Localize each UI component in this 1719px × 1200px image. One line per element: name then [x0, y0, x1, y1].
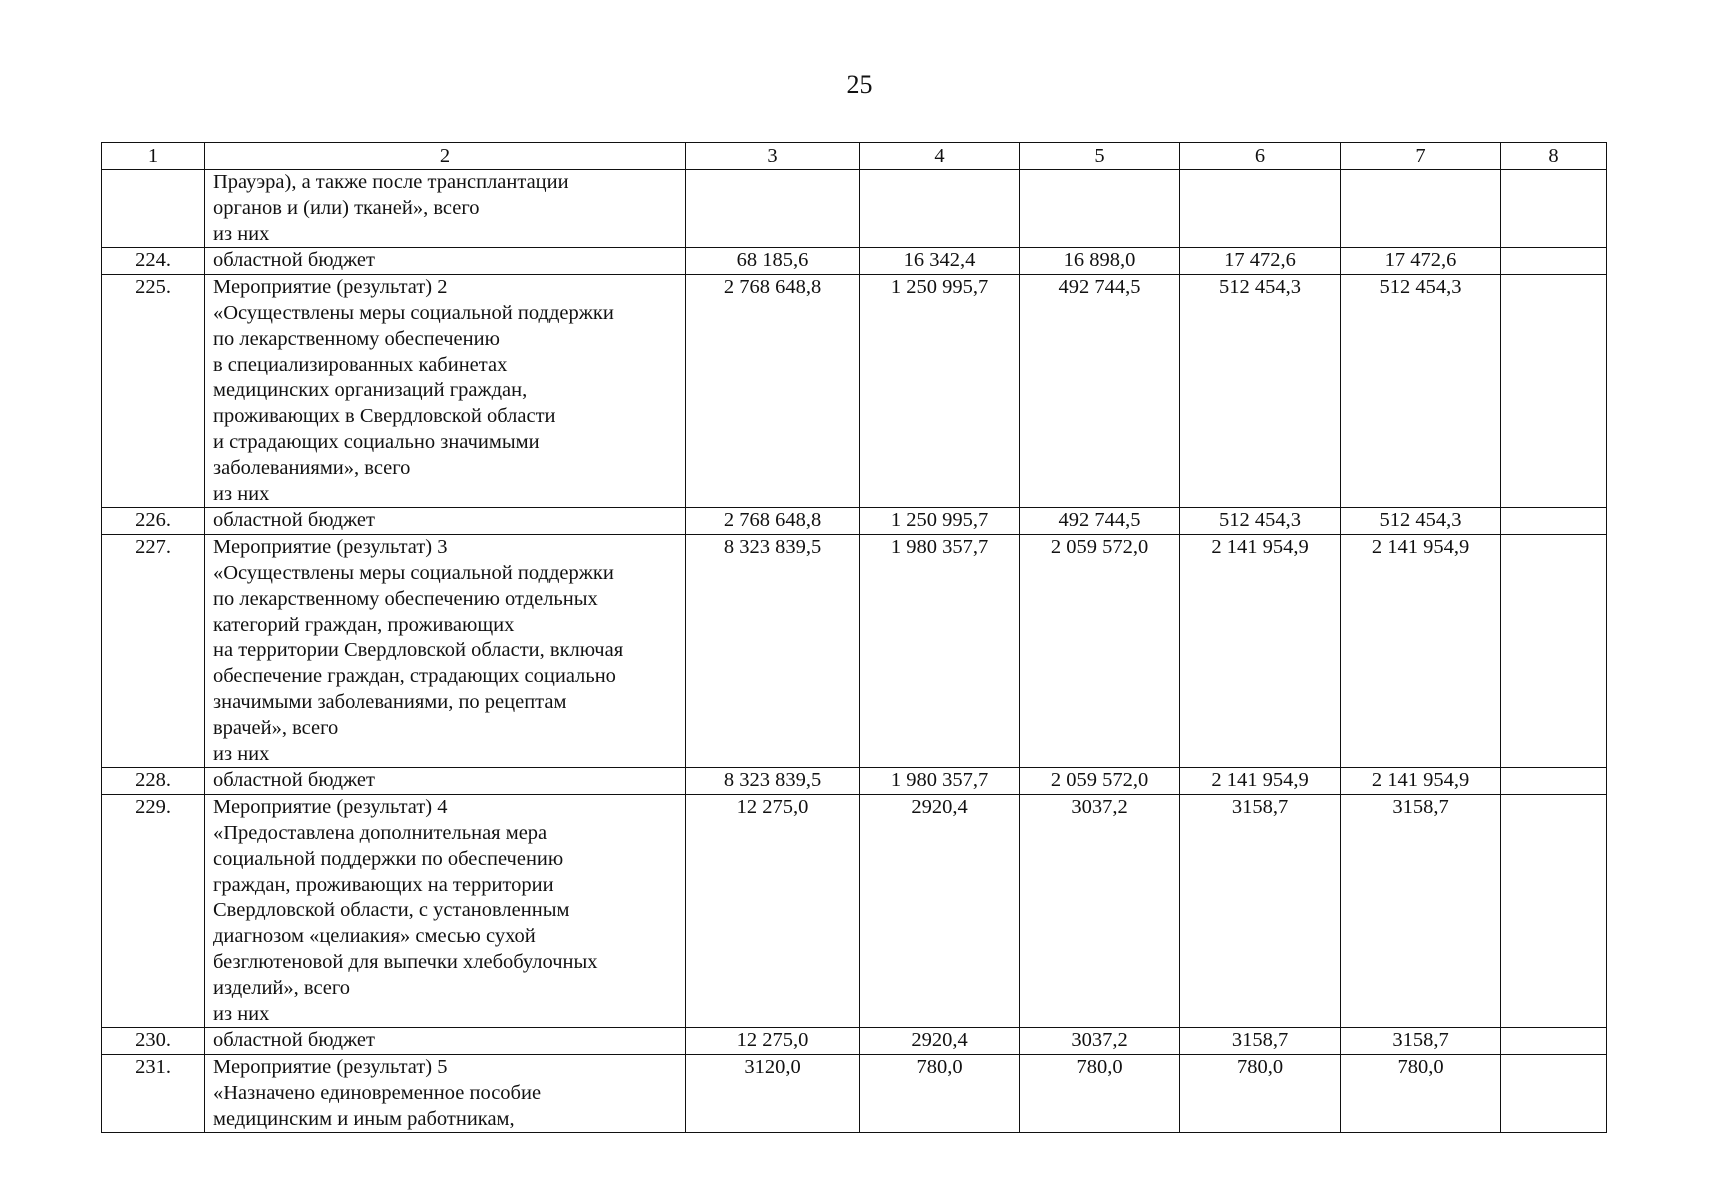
value-cell-col-4: 780,0: [860, 1055, 1020, 1133]
value-cell-col-3: 8 323 839,5: [686, 768, 860, 795]
column-header-6: 6: [1180, 143, 1341, 170]
row-number: 226.: [102, 508, 205, 535]
description-line: «Осуществлены меры социальной поддержки: [213, 561, 614, 584]
column-header-5: 5: [1020, 143, 1180, 170]
description-line: Мероприятие (результат) 2: [213, 276, 448, 299]
value-cell-col-8: [1501, 768, 1607, 795]
value-cell-col-7: 2 141 954,9: [1341, 535, 1501, 768]
value-cell-col-7: [1341, 170, 1501, 248]
description-line: органов и (или) тканей», всего: [213, 196, 480, 219]
description-line: из них: [213, 742, 270, 765]
table-row: [102, 795, 1607, 1028]
description-line: безглютеновой для выпечки хлебобулочных: [213, 950, 598, 973]
description-line: значимыми заболеваниями, по рецептам: [213, 690, 567, 713]
description-line: социальной поддержки по обеспечению: [213, 847, 564, 870]
description-line: из них: [213, 482, 270, 505]
description-line: областной бюджет: [213, 1029, 375, 1052]
value-cell-col-6: 512 454,3: [1180, 275, 1341, 508]
row-number: 230.: [102, 1028, 205, 1055]
table-row: [102, 248, 1607, 275]
value-cell-col-7: 512 454,3: [1341, 275, 1501, 508]
column-header-2: 2: [205, 143, 686, 170]
value-cell-col-7: 780,0: [1341, 1055, 1501, 1133]
row-number: 227.: [102, 535, 205, 768]
value-cell-col-7: 512 454,3: [1341, 508, 1501, 535]
value-cell-col-3: 12 275,0: [686, 1028, 860, 1055]
table-row: [102, 275, 1607, 508]
page-number: 25: [846, 70, 873, 99]
row-description: [205, 795, 686, 1028]
description-line: медицинским и иным работникам,: [213, 1107, 515, 1130]
value-cell-col-7: 3158,7: [1341, 1028, 1501, 1055]
row-description: [205, 170, 686, 248]
row-description: [205, 768, 686, 795]
value-cell-col-7: 17 472,6: [1341, 248, 1501, 275]
value-cell-col-8: [1501, 508, 1607, 535]
value-cell-col-5: 2 059 572,0: [1020, 768, 1180, 795]
description-line: «Назначено единовременное пособие: [213, 1081, 542, 1104]
description-line: областной бюджет: [213, 509, 375, 532]
value-cell-col-6: 17 472,6: [1180, 248, 1341, 275]
value-cell-col-4: 1 980 357,7: [860, 535, 1020, 768]
budget-table: [101, 142, 1607, 1133]
table-row: [102, 170, 1607, 248]
value-cell-col-5: 2 059 572,0: [1020, 535, 1180, 768]
table-body: [102, 170, 1607, 1133]
row-number: 231.: [102, 1055, 205, 1133]
value-cell-col-3: 68 185,6: [686, 248, 860, 275]
description-line: из них: [213, 222, 270, 245]
value-cell-col-5: 492 744,5: [1020, 508, 1180, 535]
value-cell-col-3: 2 768 648,8: [686, 508, 860, 535]
description-line: Мероприятие (результат) 4: [213, 796, 448, 819]
value-cell-col-5: 16 898,0: [1020, 248, 1180, 275]
row-description: [205, 535, 686, 768]
table-row: [102, 1055, 1607, 1133]
description-line: по лекарственному обеспечению: [213, 327, 500, 350]
value-cell-col-8: [1501, 248, 1607, 275]
description-line: заболеваниями», всего: [213, 456, 411, 479]
table-row: [102, 535, 1607, 768]
description-line: областной бюджет: [213, 249, 375, 272]
description-line: «Осуществлены меры социальной поддержки: [213, 301, 614, 324]
value-cell-col-8: [1501, 535, 1607, 768]
value-cell-col-4: 1 250 995,7: [860, 275, 1020, 508]
description-line: медицинских организаций граждан,: [213, 379, 528, 402]
row-description: [205, 508, 686, 535]
value-cell-col-3: 12 275,0: [686, 795, 860, 1028]
value-cell-col-3: 2 768 648,8: [686, 275, 860, 508]
value-cell-col-5: 3037,2: [1020, 795, 1180, 1028]
header-row: [102, 143, 1607, 170]
row-description: [205, 1028, 686, 1055]
value-cell-col-4: 1 250 995,7: [860, 508, 1020, 535]
value-cell-col-3: 3120,0: [686, 1055, 860, 1133]
description-line: Прауэра), а также после трансплантации: [213, 171, 569, 193]
value-cell-col-8: [1501, 1028, 1607, 1055]
value-cell-col-4: 16 342,4: [860, 248, 1020, 275]
description-line: «Предоставлена дополнительная мера: [213, 821, 548, 844]
row-description: [205, 1055, 686, 1133]
description-line: Мероприятие (результат) 5: [213, 1056, 448, 1079]
row-number: 229.: [102, 795, 205, 1028]
table-header: [102, 143, 1607, 170]
column-header-1: 1: [102, 143, 205, 170]
column-header-3: 3: [686, 143, 860, 170]
description-line: проживающих в Свердловской области: [213, 405, 556, 428]
description-line: граждан, проживающих на территории: [213, 873, 554, 896]
description-line: диагнозом «целиакия» смесью сухой: [213, 925, 536, 948]
value-cell-col-3: [686, 170, 860, 248]
description-line: на территории Свердловской области, включая: [213, 639, 624, 662]
value-cell-col-6: 3158,7: [1180, 1028, 1341, 1055]
value-cell-col-6: [1180, 170, 1341, 248]
value-cell-col-6: 2 141 954,9: [1180, 535, 1341, 768]
value-cell-col-6: 780,0: [1180, 1055, 1341, 1133]
description-line: областной бюджет: [213, 769, 375, 792]
description-line: из них: [213, 1002, 270, 1025]
table-row: [102, 1028, 1607, 1055]
value-cell-col-7: 2 141 954,9: [1341, 768, 1501, 795]
table-row: [102, 508, 1607, 535]
column-header-7: 7: [1341, 143, 1501, 170]
value-cell-col-4: 1 980 357,7: [860, 768, 1020, 795]
column-header-4: 4: [860, 143, 1020, 170]
value-cell-col-3: 8 323 839,5: [686, 535, 860, 768]
value-cell-col-5: 3037,2: [1020, 1028, 1180, 1055]
value-cell-col-5: [1020, 170, 1180, 248]
row-number: 225.: [102, 275, 205, 508]
row-description: [205, 248, 686, 275]
description-line: по лекарственному обеспечению отдельных: [213, 587, 598, 610]
value-cell-col-6: 2 141 954,9: [1180, 768, 1341, 795]
row-number: 228.: [102, 768, 205, 795]
value-cell-col-8: [1501, 275, 1607, 508]
row-number: [102, 170, 205, 248]
row-number: 224.: [102, 248, 205, 275]
value-cell-col-5: 492 744,5: [1020, 275, 1180, 508]
description-line: обеспечение граждан, страдающих социально: [213, 665, 616, 688]
value-cell-col-7: 3158,7: [1341, 795, 1501, 1028]
value-cell-col-8: [1501, 795, 1607, 1028]
value-cell-col-4: 2920,4: [860, 795, 1020, 1028]
value-cell-col-4: 2920,4: [860, 1028, 1020, 1055]
value-cell-col-6: 512 454,3: [1180, 508, 1341, 535]
description-line: врачей», всего: [213, 716, 339, 739]
description-line: Свердловской области, с установленным: [213, 899, 570, 922]
value-cell-col-8: [1501, 170, 1607, 248]
value-cell-col-5: 780,0: [1020, 1055, 1180, 1133]
row-description: [205, 275, 686, 508]
description-line: Мероприятие (результат) 3: [213, 536, 448, 559]
description-line: в специализированных кабинетах: [213, 353, 508, 376]
description-line: и страдающих социально значимыми: [213, 430, 540, 453]
description-line: изделий», всего: [213, 976, 351, 999]
description-line: категорий граждан, проживающих: [213, 613, 515, 636]
table-row: [102, 768, 1607, 795]
value-cell-col-8: [1501, 1055, 1607, 1133]
value-cell-col-6: 3158,7: [1180, 795, 1341, 1028]
value-cell-col-4: [860, 170, 1020, 248]
column-header-8: 8: [1501, 143, 1607, 170]
